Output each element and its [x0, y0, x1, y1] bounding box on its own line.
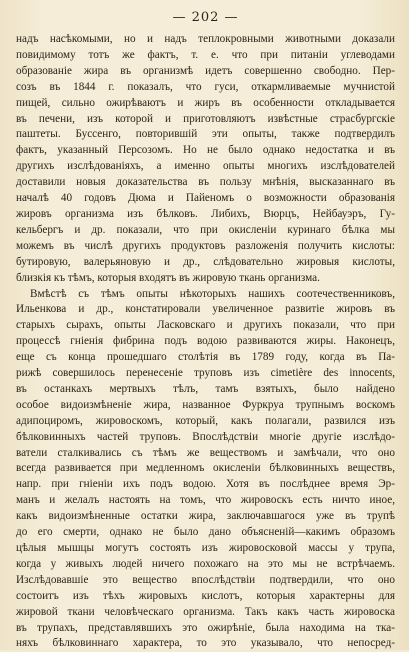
text-line: бутировую, валерьяновую и др., слѣдовательно жировыя кислоты,	[16, 255, 395, 271]
page-number: — 202 —	[16, 9, 395, 26]
paragraph-1	[16, 32, 395, 287]
text-line: можемъ въ числѣ другихъ продуктовъ разложенія получить кислоты:	[16, 239, 395, 255]
text-line: фактъ, указанный Персозомъ. Но не было однако недостатка и въ	[16, 143, 395, 159]
text-line: въ трупахъ, представлявшихъ это ожирѣніе, была находима на тка-	[16, 621, 395, 637]
text-line: манъ и желалъ настоять на томъ, что жировоскъ есть ничто иное,	[16, 493, 395, 509]
text-line: процессѣ гніенія фибрина подъ водою развиваются жиры. Наконецъ,	[16, 334, 395, 350]
text-line: еще съ конца прошедшаго столѣтія въ 1789 году, когда въ Па-	[16, 350, 395, 366]
text-line: Ильенкова и др., констатировали увеличенное развитіе жировъ въ	[16, 302, 395, 318]
text-line: до его смерти, однако не было дано объясненій—какимъ образомъ	[16, 525, 395, 541]
text-line: какъ видоизмѣненные остатки жира, заключавшагося уже въ трупѣ	[16, 509, 395, 525]
text-line: Вмѣстѣ съ тѣмъ опыты нѣкоторыхъ нашихъ соотечественниковъ,	[16, 287, 395, 303]
text-line: всегда развивается при медленномъ окисленіи бѣлковинныхъ веществъ,	[16, 461, 395, 477]
text-line: въ печени, изъ которой и приготовляютъ извѣстные страсбургскіе	[16, 112, 395, 128]
text-line: жировой ткани человѣческаго организма. Такъ какъ часть жировоска	[16, 605, 395, 621]
text-line: жировъ организма изъ бѣлковъ. Либихъ, Вюрцъ, Нейбауэръ, Гу-	[16, 207, 395, 223]
text-line: близкія къ тѣмъ, которыя входятъ въ жировую ткань организма.	[16, 271, 395, 287]
text-line: старыхъ сырахъ, опыты Ласковскаго и другихъ показали, что при	[16, 318, 395, 334]
text-line: другихъ изслѣдованіяхъ, а именно опыты многихъ изслѣдователей	[16, 159, 395, 175]
text-line: доставили новыя доказательства въ пользу мнѣнія, высказаннаго въ	[16, 175, 395, 191]
text-line: состоитъ изъ тѣхъ жировыхъ кислотъ, которыя характерны для	[16, 589, 395, 605]
body-text	[16, 32, 395, 652]
text-line: образованіе жира въ организмѣ идетъ совершенно свободно. Пер-	[16, 64, 395, 80]
text-line: адипоциромъ, жировоскомъ, который, какъ полагали, развился изъ	[16, 414, 395, 430]
text-line: цѣлыя мышцы могутъ состоять изъ жировосковой массы у трупа,	[16, 541, 395, 557]
text-line: въ останкахъ мертвыхъ тѣлъ, тамъ взятыхъ, было найдено	[16, 382, 395, 398]
text-line: пищей, сильно ожирѣваютъ и жиръ въ особенности откладывается	[16, 96, 395, 112]
text-line: кельбергъ и др. показали, что при окисленіи куринаго бѣлка мы	[16, 223, 395, 239]
text-line: няхъ бѣлковиннаго характера, то это указывало, что непосред-	[16, 636, 395, 652]
text-line: Изслѣдовавшіе это вещество впослѣдствіи подтвердили, что оно	[16, 573, 395, 589]
text-line: рижѣ совершилось перенесеніе труповъ изъ cimetière des innocents,	[16, 366, 395, 382]
text-line: паштеты. Буссенго, повторившій эти опыты, также подтвердилъ	[16, 127, 395, 143]
text-line: напр. при гніеніи ихъ подъ водою. Хотя въ послѣднее время Эр-	[16, 477, 395, 493]
text-line: ватели сталкивались съ тѣмъ же веществомъ и замѣчали, что оно	[16, 446, 395, 462]
text-line: повидимому тотъ же фактъ, т. е. что при питаніи углеводами	[16, 48, 395, 64]
text-line: когда у живыхъ людей ничего похожаго на это мы не встрѣчаемъ.	[16, 557, 395, 573]
text-line: надъ насѣкомыми, но и надъ теплокровными животными доказали	[16, 32, 395, 48]
paragraph-2	[16, 287, 395, 652]
text-line: бѣлковинныхъ частей труповъ. Впослѣдствіи многіе другіе изслѣдо-	[16, 430, 395, 446]
text-line: началѣ 40 годовъ Дюма и Пайеномъ о возможности образованія	[16, 191, 395, 207]
text-line: созъ въ 1844 г. показалъ, что гуси, откармливаемые мучнистой	[16, 80, 395, 96]
text-line: особое видоизмѣненіе жира, названное Фуркруа трупнымъ воскомъ	[16, 398, 395, 414]
